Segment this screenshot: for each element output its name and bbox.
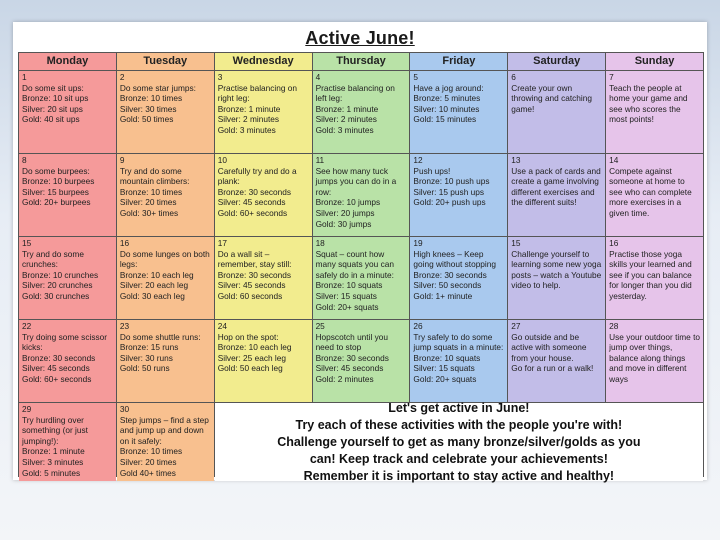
day-number: 19 <box>413 238 423 248</box>
activity-line: High knees – Keep going without stopping <box>413 248 496 270</box>
day-header-sunday: Sunday <box>606 53 703 70</box>
activity-line: Silver: 20 jumps <box>315 207 375 218</box>
day-cell <box>19 154 116 236</box>
day-header-monday: Monday <box>19 53 116 70</box>
activity-line: Gold: 20+ push ups <box>413 197 486 208</box>
day-cell <box>606 320 703 402</box>
day-cell <box>508 237 605 319</box>
activity-line: Bronze: 10 squats <box>413 352 481 363</box>
activity-line: Bronze: 10 sit ups <box>22 93 89 104</box>
day-cell <box>215 237 312 319</box>
calendar-grid <box>18 52 704 483</box>
day-number: 18 <box>315 238 325 248</box>
activity-line: Create your own throwing and catching game! <box>511 82 592 114</box>
day-cell <box>313 71 410 153</box>
day-number: 17 <box>217 238 227 248</box>
activity-line: Bronze: 10 crunches <box>22 269 99 280</box>
activity-line: Practise those yoga skills your learned and see if you can balance for longer than you did yesterday. <box>609 248 692 301</box>
activity-line: Silver: 15 squats <box>315 290 377 301</box>
activity-line: Gold 40+ times <box>119 467 176 478</box>
day-cell <box>410 71 507 153</box>
activity-line: Bronze: 15 runs <box>119 342 179 353</box>
activity-line: Gold: 3 minutes <box>217 124 276 135</box>
activity-line: Silver: 45 seconds <box>315 363 384 374</box>
activity-line: Go outside and be active with someone from your house. <box>511 331 587 363</box>
activity-line: Gold: 1+ minute <box>413 290 473 301</box>
day-header-wednesday: Wednesday <box>215 53 312 70</box>
activity-line: Do some star jumps: <box>119 82 196 93</box>
message-line: can! Keep track and celebrate your achievements! <box>309 451 608 466</box>
day-number: 12 <box>413 155 423 165</box>
activity-line: Bronze: 5 minutes <box>413 93 481 104</box>
activity-line: Silver: 15 burpees <box>22 186 89 197</box>
day-number: 3 <box>217 72 223 82</box>
activity-line: Silver: 25 each leg <box>217 352 286 363</box>
activity-line: Bronze: 10 jumps <box>315 197 381 208</box>
day-cell <box>117 71 214 153</box>
message-line: Challenge yourself to get as many bronze/silver/golds as you <box>277 434 641 449</box>
day-header-tuesday: Tuesday <box>117 53 214 70</box>
encouragement-message <box>215 400 703 483</box>
activity-line: Gold: 30 jumps <box>315 218 372 229</box>
activity-line: Gold: 20+ squats <box>413 373 477 384</box>
day-header-saturday: Saturday <box>508 53 605 70</box>
activity-line: Try and do some crunches: <box>22 248 84 270</box>
day-number: 6 <box>511 72 516 82</box>
day-number: 8 <box>22 155 27 165</box>
activity-line: Silver: 20 each leg <box>119 280 189 291</box>
activity-line: Silver: 3 minutes <box>22 456 84 467</box>
activity-line: Silver: 2 minutes <box>217 114 280 125</box>
activity-line: Do some lunges on both legs: <box>119 248 210 270</box>
day-number: 30 <box>119 404 130 414</box>
activity-line: Bronze: 1 minute <box>217 103 281 114</box>
activity-line: Bronze: 10 each leg <box>119 269 194 280</box>
activity-line: Push ups! <box>413 165 451 176</box>
activity-line: Silver: 30 times <box>119 103 177 114</box>
activity-line: Silver: 15 push ups <box>413 186 484 197</box>
day-cell <box>117 403 214 481</box>
activity-line: Silver: 45 seconds <box>22 363 90 374</box>
activity-line: Silver: 10 minutes <box>413 103 480 114</box>
day-number: 2 <box>119 72 125 82</box>
day-cell <box>215 154 312 236</box>
day-number: 11 <box>315 155 325 165</box>
activity-line: Gold: 40 sit ups <box>22 114 80 125</box>
activity-line: See how many tuck jumps you can do in a row: <box>315 165 397 197</box>
activity-line: Gold: 50 each leg <box>217 363 283 374</box>
activity-line: Silver: 20 times <box>119 456 177 467</box>
activity-line: Do some burpees: <box>22 165 90 176</box>
activity-line: Bronze: 10 squats <box>315 280 383 291</box>
day-cell <box>606 237 703 319</box>
day-cell <box>117 320 214 402</box>
day-number: 7 <box>609 72 614 82</box>
day-cell <box>313 320 410 402</box>
activity-line: Bronze: 10 times <box>119 446 183 457</box>
activity-line: Silver: 30 runs <box>119 352 173 363</box>
activity-line: Silver: 20 sit ups <box>22 103 83 114</box>
day-cell <box>117 237 214 319</box>
activity-line: Go for a run or a walk! <box>511 363 594 374</box>
calendar-sheet <box>13 22 707 483</box>
day-cell <box>19 237 116 319</box>
activity-line: Hopscotch until you need to stop <box>315 331 388 353</box>
activity-line: Use a pack of cards and create a game involving different exercises and the different suits! <box>511 165 601 208</box>
activity-line: Silver: 2 minutes <box>315 114 377 125</box>
activity-line: Teach the people at home your game and see who scores the most points! <box>609 82 688 125</box>
activity-line: Carefully try and do a plank: <box>217 165 297 187</box>
activity-line: Bronze: 1 minute <box>315 103 379 114</box>
day-cell <box>410 154 507 236</box>
activity-line: Gold: 5 minutes <box>22 467 81 478</box>
activity-line: Silver: 50 seconds <box>413 280 482 291</box>
activity-line: Hop on the spot: <box>217 331 279 342</box>
day-number: 4 <box>315 72 321 82</box>
day-cell <box>508 320 605 402</box>
activity-line: Bronze: 30 seconds <box>217 186 292 197</box>
day-number: 16 <box>609 238 619 248</box>
day-cell <box>19 71 116 153</box>
activity-line: Bronze: 30 seconds <box>315 352 389 363</box>
activity-line: Have a jog around: <box>413 82 484 93</box>
day-number: 9 <box>119 155 125 165</box>
page-title: Active June! <box>305 28 415 48</box>
activity-line: Try and do some mountain climbers: <box>119 165 190 187</box>
activity-line: Bronze: 30 seconds <box>217 269 292 280</box>
activity-line: Silver: 20 crunches <box>22 280 93 291</box>
day-cell <box>215 320 312 402</box>
activity-line: Gold: 60+ seconds <box>217 207 288 218</box>
day-cell <box>606 71 703 153</box>
day-number: 15 <box>511 238 521 248</box>
activity-line: Bronze: 1 minute <box>22 446 85 457</box>
activity-line: Silver: 15 squats <box>413 363 475 374</box>
activity-line: Squat – count how many squats you can safely do in a minute: <box>315 248 394 280</box>
day-header-friday: Friday <box>410 53 507 70</box>
activity-line: Do some shuttle runs: <box>119 331 201 342</box>
day-header-thursday: Thursday <box>313 53 410 70</box>
activity-line: Try doing some scissor kicks: <box>22 331 107 353</box>
activity-line: Compete against someone at home to see who can complete more exercises in a given time. <box>609 165 692 218</box>
activity-line: Practise balancing on left leg: <box>315 82 395 104</box>
day-number: 13 <box>511 155 521 165</box>
day-cell <box>410 237 507 319</box>
day-number: 16 <box>119 238 130 248</box>
activity-line: Do some sit ups: <box>22 82 84 93</box>
day-number: 15 <box>22 238 32 248</box>
activity-line: Challenge yourself to learning some new yoga posts – watch a Youtube video to help. <box>511 248 602 291</box>
day-cell <box>606 154 703 236</box>
activity-line: Try safely to do some jump squats in a minute: <box>413 331 504 353</box>
day-number: 14 <box>609 155 619 165</box>
day-cell <box>313 154 410 236</box>
activity-line: Gold: 20+ squats <box>315 301 379 312</box>
day-number: 10 <box>217 155 227 165</box>
day-cell <box>313 237 410 319</box>
activity-line: Use your outdoor time to jump over things, balance along things and move in different ways <box>609 331 700 384</box>
day-number: 29 <box>22 404 32 414</box>
day-number: 27 <box>511 321 521 331</box>
activity-line: Step jumps – find a step and jump up and down on it safely: <box>119 414 209 446</box>
activity-line: Practise balancing on right leg: <box>217 82 298 104</box>
day-cell <box>19 320 116 402</box>
activity-line: Bronze: 10 times <box>119 93 183 104</box>
activity-line: Gold: 3 minutes <box>315 124 374 135</box>
message-line: Try each of these activities with the people you're with! <box>295 417 623 432</box>
activity-line: Gold: 30 each leg <box>119 290 185 301</box>
message-line: Let's get active in June! <box>388 400 530 415</box>
message-line: Remember it is important to stay active and healthy! <box>303 468 615 483</box>
activity-line: Bronze: 10 push ups <box>413 176 490 187</box>
day-number: 26 <box>413 321 423 331</box>
activity-line: Bronze: 30 seconds <box>413 269 487 280</box>
day-number: 25 <box>315 321 325 331</box>
activity-line: Bronze: 10 burpees <box>22 176 95 187</box>
day-number: 28 <box>609 321 619 331</box>
day-number: 5 <box>413 72 419 82</box>
day-cell <box>410 320 507 402</box>
activity-line: Gold: 30+ times <box>119 207 179 218</box>
day-number: 22 <box>22 321 32 331</box>
activity-line: Gold: 50 times <box>119 114 174 125</box>
activity-line: Bronze: 10 each leg <box>217 342 292 353</box>
day-number: 23 <box>119 321 130 331</box>
day-cell <box>19 403 116 481</box>
activity-line: Bronze: 30 seconds <box>22 352 96 363</box>
day-cell <box>508 71 605 153</box>
activity-line: Try hurdling over something (or just jumping!): <box>22 414 88 446</box>
activity-line: Do a wall sit – remember, stay still: <box>217 248 292 270</box>
activity-line: Gold: 60+ seconds <box>22 373 92 384</box>
activity-line: Gold: 60 seconds <box>217 290 283 301</box>
activity-line: Silver: 20 times <box>119 197 177 208</box>
activity-line: Gold: 20+ burpees <box>22 197 91 208</box>
day-cell <box>508 154 605 236</box>
activity-line: Gold: 15 minutes <box>413 114 477 125</box>
day-number: 24 <box>217 321 227 331</box>
activity-line: Silver: 45 seconds <box>217 280 286 291</box>
day-cell <box>215 71 312 153</box>
activity-line: Silver: 45 seconds <box>217 197 286 208</box>
activity-line: Gold: 2 minutes <box>315 373 374 384</box>
activity-line: Gold: 30 crunches <box>22 290 90 301</box>
activity-line: Gold: 50 runs <box>119 363 170 374</box>
day-cell <box>117 154 214 236</box>
activity-line: Bronze: 10 times <box>119 186 183 197</box>
day-number: 1 <box>22 72 27 82</box>
